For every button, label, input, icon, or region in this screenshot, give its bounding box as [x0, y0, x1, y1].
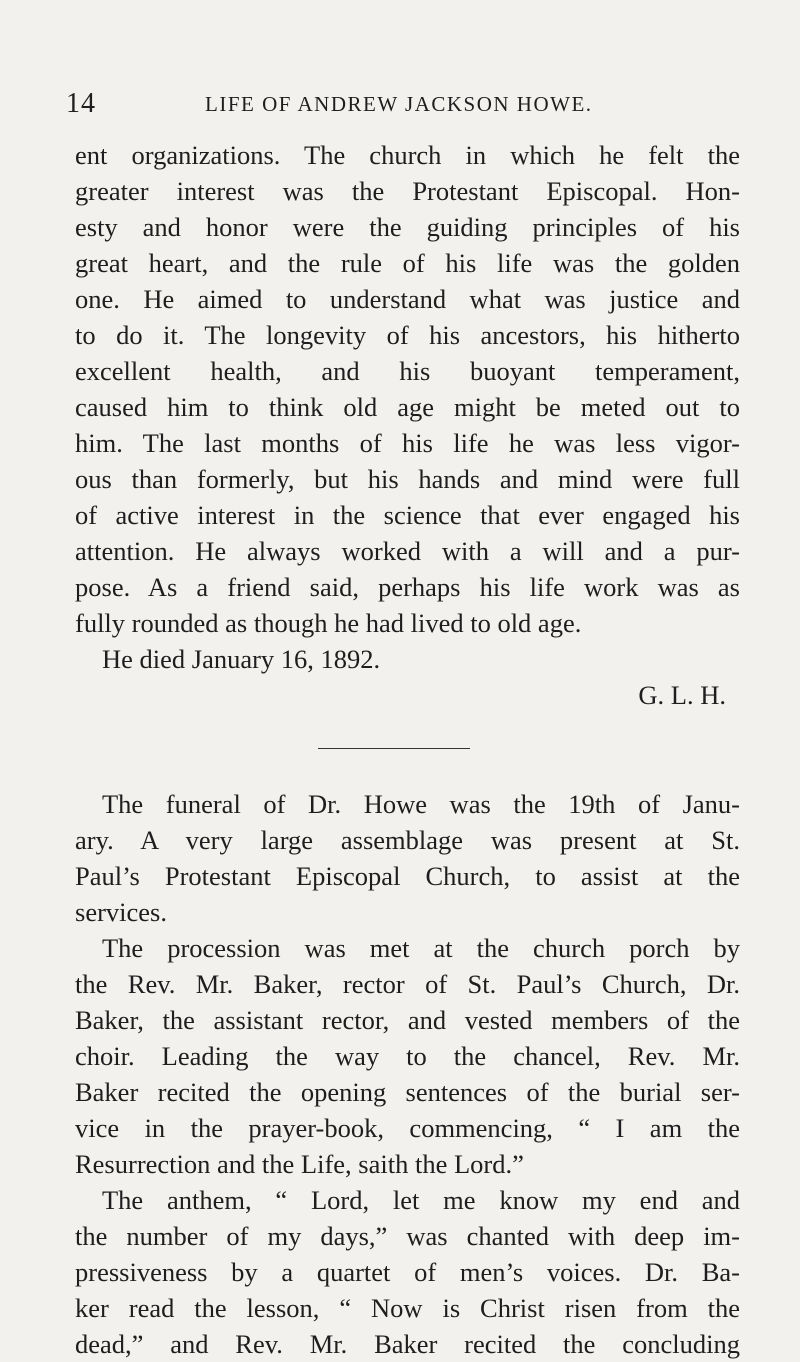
text-line: services.: [75, 897, 167, 927]
text-line: to do it. The longevity of his ancestors, his hitherto: [75, 320, 740, 350]
funeral-paragraph-1: [75, 786, 740, 930]
death-date-line: He died January 16, 1892.: [102, 644, 381, 674]
funeral-paragraph-2: [75, 930, 740, 1182]
text-line: ker read the lesson, “ Now is Christ risen from the: [75, 1293, 740, 1323]
text-line: fully rounded as though he had lived to old age.: [75, 608, 582, 638]
text-line: Paul’s Protestant Episcopal Church, to assist at the: [75, 861, 740, 891]
text-line: The procession was met at the church porch by: [102, 933, 740, 963]
text-line: pose. As a friend said, perhaps his life work was as: [75, 572, 740, 602]
author-signature: G. L. H.: [638, 680, 726, 710]
text-line: him. The last months of his life he was less vigor-: [75, 428, 740, 458]
text-line: Baker recited the opening sentences of the burial ser-: [75, 1077, 740, 1107]
text-line: vice in the prayer-book, commencing, “ I am the: [75, 1113, 740, 1143]
text-line: choir. Leading the way to the chancel, Rev. Mr.: [75, 1041, 740, 1071]
page-body: [75, 137, 740, 1362]
funeral-paragraph-3: [75, 1182, 740, 1362]
text-line: ous than formerly, but his hands and mind were full: [75, 464, 740, 494]
text-line: ary. A very large assemblage was present at St.: [75, 825, 740, 855]
text-line: pressiveness by a quartet of men’s voices. Dr. Ba-: [75, 1257, 740, 1287]
text-line: The funeral of Dr. Howe was the 19th of Janu-: [102, 789, 740, 819]
memoir-paragraph: [75, 137, 740, 641]
text-line: Baker, the assistant rector, and vested members of the: [75, 1005, 740, 1035]
text-line: the number of my days,” was chanted with deep im-: [75, 1221, 740, 1251]
text-line: of active interest in the science that ever engaged his: [75, 500, 740, 530]
text-line: attention. He always worked with a will and a pur-: [75, 536, 740, 566]
running-title: LIFE OF ANDREW JACKSON HOWE.: [205, 92, 593, 116]
text-line: esty and honor were the guiding principles of his: [75, 212, 740, 242]
text-line: The anthem, “ Lord, let me know my end and: [102, 1185, 740, 1215]
text-line: the Rev. Mr. Baker, rector of St. Paul’s Church, Dr.: [75, 969, 740, 999]
text-line: caused him to think old age might be meted out to: [75, 392, 740, 422]
text-line: great heart, and the rule of his life was the golden: [75, 248, 740, 278]
text-line: Resurrection and the Life, saith the Lord.”: [75, 1149, 524, 1179]
text-line: one. He aimed to understand what was justice and: [75, 284, 740, 314]
page-number: 14: [66, 88, 96, 119]
text-line: excellent health, and his buoyant temperament,: [75, 356, 740, 386]
text-line: dead,” and Rev. Mr. Baker recited the concluding: [75, 1329, 740, 1359]
text-line: ent organizations. The church in which he felt the: [75, 140, 740, 170]
page-header: [0, 88, 800, 128]
text-line: greater interest was the Protestant Episcopal. Hon-: [75, 176, 740, 206]
